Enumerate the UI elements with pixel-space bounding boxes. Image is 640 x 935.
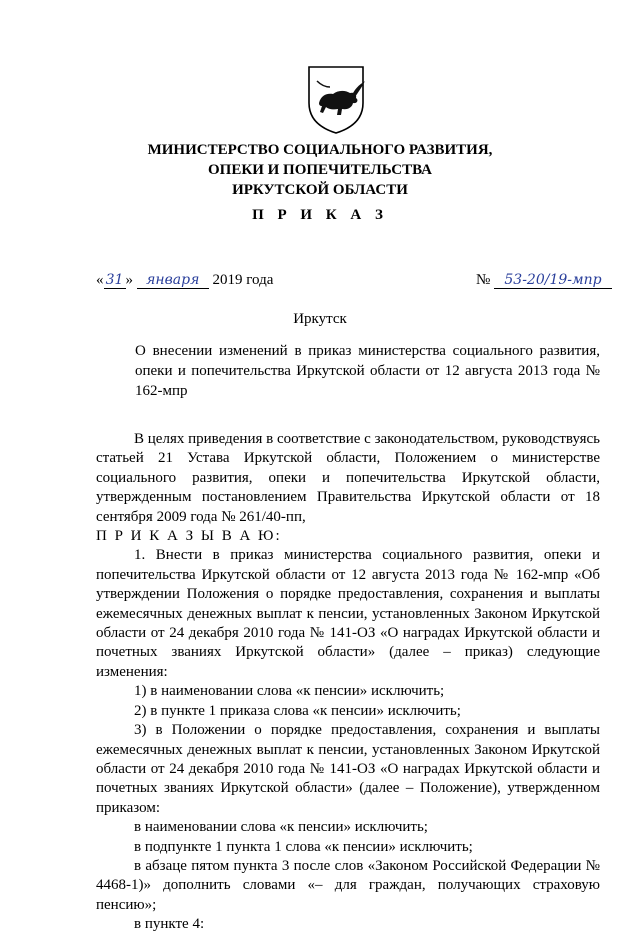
paragraph-subitem-3: 3) в Положении о порядке предоставления, сохранения и выплаты ежемесячных денежных выплат к пенсии, установленных Законом Иркутской области от 24 декабря 2010 года № 141-ОЗ «О наградах Иркутской области и почетных званиях Иркутской области» (далее – Положение), утвержденном приказом: xyxy=(96,722,600,816)
date-day: 31 xyxy=(104,272,126,289)
paragraph-order-word: П Р И К А З Ы В А Ю: xyxy=(96,528,282,545)
ministry-line-3: ИРКУТСКОЙ ОБЛАСТИ xyxy=(232,182,408,198)
date-close-quote: » xyxy=(125,272,133,288)
date-open-quote: « xyxy=(96,272,104,288)
paragraph-change-point-3: в абзаце пятом пункта 3 после слов «Законом Российской Федерации № 4468-1)» дополнить словами «– для граждан, получающих страховую пенсию»; xyxy=(96,857,600,913)
paragraph-change-name: в наименовании слова «к пенсии» исключить; xyxy=(134,819,428,836)
paragraph-preamble: В целях приведения в соответствие с законодательством, руководствуясь статьей 21 Устава Иркутской области, Положением о министерстве социального развития, опеки и попечительства Иркутской области, утвержденным постановлением Правительства Иркутской области от 18 сентября 2009 года № 261/40-пп, xyxy=(96,431,600,525)
paragraph-subitem-1: 1) в наименовании слова «к пенсии» исключить; xyxy=(134,683,445,700)
order-title: П Р И К А З xyxy=(252,207,388,223)
order-body xyxy=(96,430,600,935)
paragraph-item-1: 1. Внести в приказ министерства социального развития, опеки и попечительства Иркутской области от 12 августа 2013 года № 162-мпр «Об утверждении Положения о порядке предоставления, сохранения и выплаты ежемесячных денежных выплат к пенсии, установленных Законом Иркутской области от 24 декабря 2010 года № 141-ОЗ «О наградах Иркутской области и почетных званиях Иркутской области» (далее – приказ) следующие изменения: xyxy=(96,547,600,680)
city: Иркутск xyxy=(293,311,347,327)
coat-of-arms-icon xyxy=(305,63,367,135)
date-year: 2019 года xyxy=(212,272,274,288)
date-month: января xyxy=(137,272,209,289)
order-number xyxy=(476,272,612,289)
order-subject: О внесении изменений в приказ министерства социального развития, опеки и попечительства Иркутской области от 12 августа 2013 года № 162-мпр xyxy=(135,343,600,399)
paragraph-subitem-2: 2) в пункте 1 приказа слова «к пенсии» исключить; xyxy=(134,702,461,719)
number-value: 53-20/19-мпр xyxy=(494,272,612,289)
ministry-line-1: МИНИСТЕРСТВО СОЦИАЛЬНОГО РАЗВИТИЯ, xyxy=(147,142,493,158)
paragraph-point-4: в пункте 4: xyxy=(134,916,205,933)
number-prefix: № xyxy=(475,272,491,288)
ministry-line-2: ОПЕКИ И ПОПЕЧИТЕЛЬСТВА xyxy=(208,162,432,178)
order-date xyxy=(96,272,273,289)
paragraph-change-subpoint: в подпункте 1 пункта 1 слова «к пенсии» исключить; xyxy=(134,838,473,855)
ministry-name xyxy=(0,140,640,200)
